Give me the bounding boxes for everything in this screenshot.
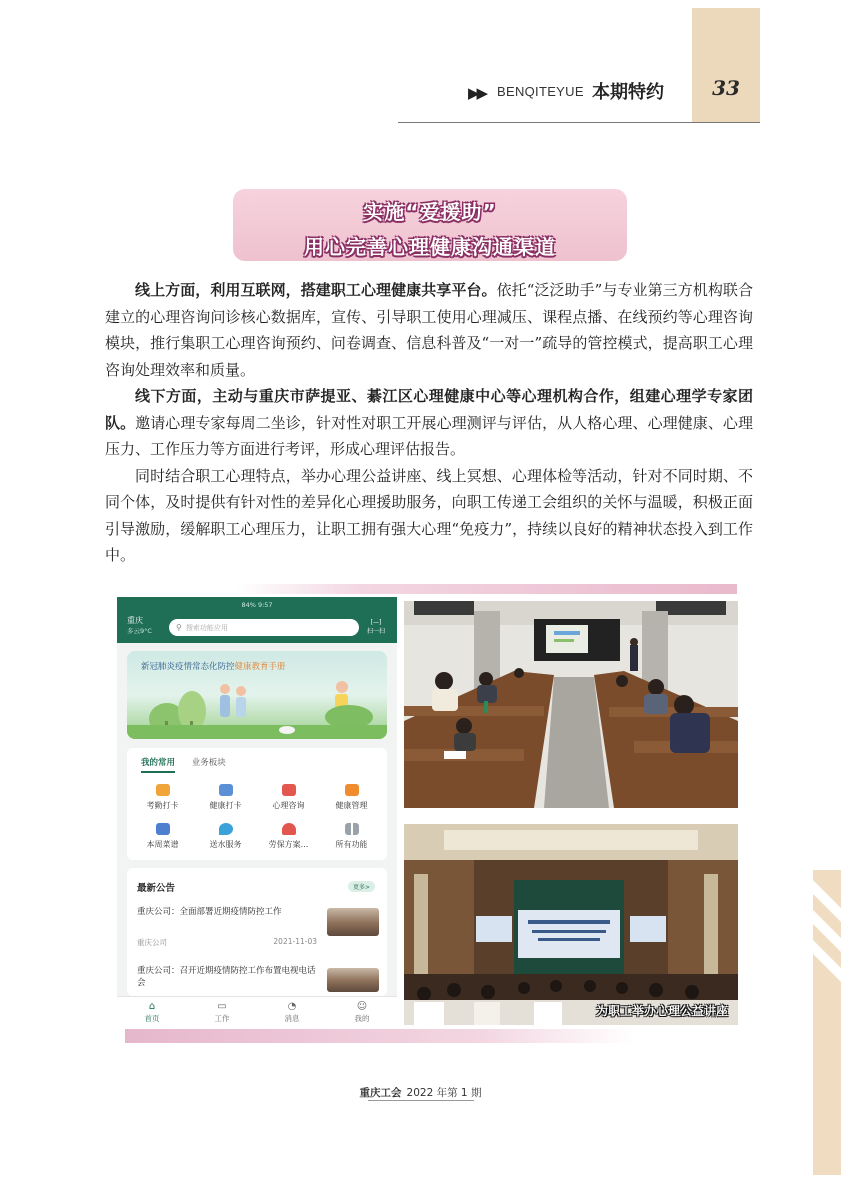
menu-book-icon xyxy=(156,823,170,835)
section-title-en: BENQITEYUE xyxy=(497,84,584,99)
paragraph-activities: 同时结合职工心理特点，举办心理公益讲座、线上冥想、心理体检等活动，针对不同时期、不同个体，及时提供有针对性的差异化心理援助服务，向职工传递工会组织的关怀与温暖，积极正面引导激励，缓解职工心理压力，让职工拥有强大心理“免疫力”，持续以良好的精神状态投入到工作中。 xyxy=(105,466,753,564)
clock-card-icon xyxy=(156,784,170,796)
header-tab xyxy=(692,8,760,123)
status-bar: 84% 9:57 xyxy=(117,597,397,613)
app-labor-protection[interactable]: 劳保方案... xyxy=(257,823,320,850)
nav-work[interactable]: ▭ 工作 xyxy=(187,997,257,1027)
announcements-card xyxy=(127,868,387,996)
shield-icon xyxy=(345,784,359,796)
home-icon: ⌂ xyxy=(148,1001,156,1012)
app-counseling[interactable]: 心理咨询 xyxy=(257,784,320,811)
paragraph-online xyxy=(105,277,753,383)
paragraph-lead: 线下方面，主动与重庆市萨提亚、綦江区心理健康中心等心理机构合作，组建心理学专家团队。 xyxy=(105,387,753,432)
app-all-functions[interactable]: 所有功能 xyxy=(320,823,383,850)
paragraph-offline xyxy=(105,383,753,463)
weather: 多云9°C xyxy=(127,627,152,635)
issue-label: 2022 年第 1 期 xyxy=(406,1087,482,1099)
banner-title: 新冠肺炎疫情常态化防控健康教育手册 xyxy=(141,662,286,672)
paragraph-text: 邀请心理专家每周二坐诊，针对性对职工开展心理测评与评估，从人格心理、心理健康、心理压力、工作压力等方面进行考评，形成心理评估报告。 xyxy=(105,413,753,458)
header-divider xyxy=(398,122,760,123)
app-screenshot xyxy=(117,597,397,1027)
photo-counseling-session xyxy=(404,601,738,808)
news-item-meta xyxy=(137,937,317,948)
health-handbook-banner[interactable] xyxy=(127,651,387,739)
bell-icon: ◔ xyxy=(287,1001,297,1012)
chevron-pattern xyxy=(813,870,841,1010)
shortcut-card xyxy=(127,748,387,860)
photo-caption: 为职工举办心理公益讲座 xyxy=(595,1004,728,1018)
shortcut-tabs xyxy=(141,756,226,768)
tab-my-favorites[interactable]: 我的常用 xyxy=(141,758,175,773)
decorative-stripe xyxy=(125,1029,635,1043)
more-button[interactable]: 更多> xyxy=(348,881,375,892)
announcements-heading: 最新公告 xyxy=(137,883,176,894)
search-placeholder: 搜索功能应用 xyxy=(185,624,228,632)
article-title-line-2: 用心完善心理健康沟通渠道 xyxy=(304,235,556,259)
briefcase-icon: ▭ xyxy=(217,1001,227,1012)
article-body xyxy=(105,277,753,569)
app-weekly-menu[interactable]: 本周菜谱 xyxy=(131,823,194,850)
banner-illustration xyxy=(127,651,387,739)
app-health-checkin[interactable]: 健康打卡 xyxy=(194,784,257,811)
water-drop-icon xyxy=(219,823,233,835)
helmet-icon xyxy=(282,823,296,835)
nav-profile[interactable]: ☺ 我的 xyxy=(327,997,397,1027)
app-header xyxy=(117,613,397,643)
side-decoration xyxy=(813,870,841,1175)
scan-icon: [—] xyxy=(370,619,382,626)
decorative-stripe xyxy=(237,584,737,594)
scan-label: 扫一扫 xyxy=(367,628,386,635)
section-title-cn: 本期特约 xyxy=(592,82,664,103)
double-arrow-icon: ▶▶ xyxy=(468,84,486,102)
heartbeat-icon xyxy=(219,784,233,796)
heart-icon xyxy=(282,784,296,796)
app-water-delivery[interactable]: 送水服务 xyxy=(194,823,257,850)
bottom-nav xyxy=(117,996,397,1027)
news-thumbnail[interactable] xyxy=(327,968,379,992)
banner-highlight: 健康教育手册 xyxy=(234,662,286,672)
city-name: 重庆 xyxy=(127,616,143,625)
news-item-title[interactable]: 重庆公司：召开近期疫情防控工作布置电视电话会 xyxy=(137,966,316,988)
nav-messages[interactable]: ◔ 消息 xyxy=(257,997,327,1027)
photo-lecture-hall xyxy=(404,824,738,1025)
article-title-banner xyxy=(233,189,627,261)
news-item-title[interactable]: 重庆公司：全面部署近期疫情防控工作 xyxy=(137,907,282,917)
footer-divider xyxy=(368,1100,474,1101)
location[interactable] xyxy=(127,616,152,636)
nav-home[interactable]: ⌂ 首页 xyxy=(117,997,187,1027)
magazine-name: 重庆工会 xyxy=(359,1087,402,1099)
app-attendance[interactable]: 考勤打卡 xyxy=(131,784,194,811)
paragraph-lead: 线上方面，利用互联网，搭建职工心理健康共享平台。 xyxy=(135,281,497,299)
page-number: 33 xyxy=(712,76,740,100)
app-grid xyxy=(131,784,383,850)
app-health-management[interactable]: 健康管理 xyxy=(320,784,383,811)
article-title-line-1: 实施“爱援助” xyxy=(363,200,497,224)
page-footer xyxy=(0,1085,841,1100)
scan-button[interactable] xyxy=(367,618,385,636)
search-input[interactable] xyxy=(169,619,359,636)
search-icon: ⚲ xyxy=(176,623,182,632)
news-date: 2021-11-03 xyxy=(273,937,317,946)
news-source: 重庆公司 xyxy=(137,938,167,947)
paragraph-text: 依托“泛泛助手”与专业第三方机构联合建立的心理咨询问诊核心数据库，宣传、引导职工使用心理减压、课程点播、在线预约等心理咨询模块，推行集职工心理咨询预约、问卷调查、信息科普及“一对一”疏导的管控模式，提高职工心理咨询处理效率和质量。 xyxy=(105,281,753,379)
tab-business[interactable]: 业务板块 xyxy=(191,758,226,768)
grid-icon xyxy=(345,823,359,835)
news-thumbnail[interactable] xyxy=(327,908,379,936)
user-icon: ☺ xyxy=(356,1001,368,1012)
